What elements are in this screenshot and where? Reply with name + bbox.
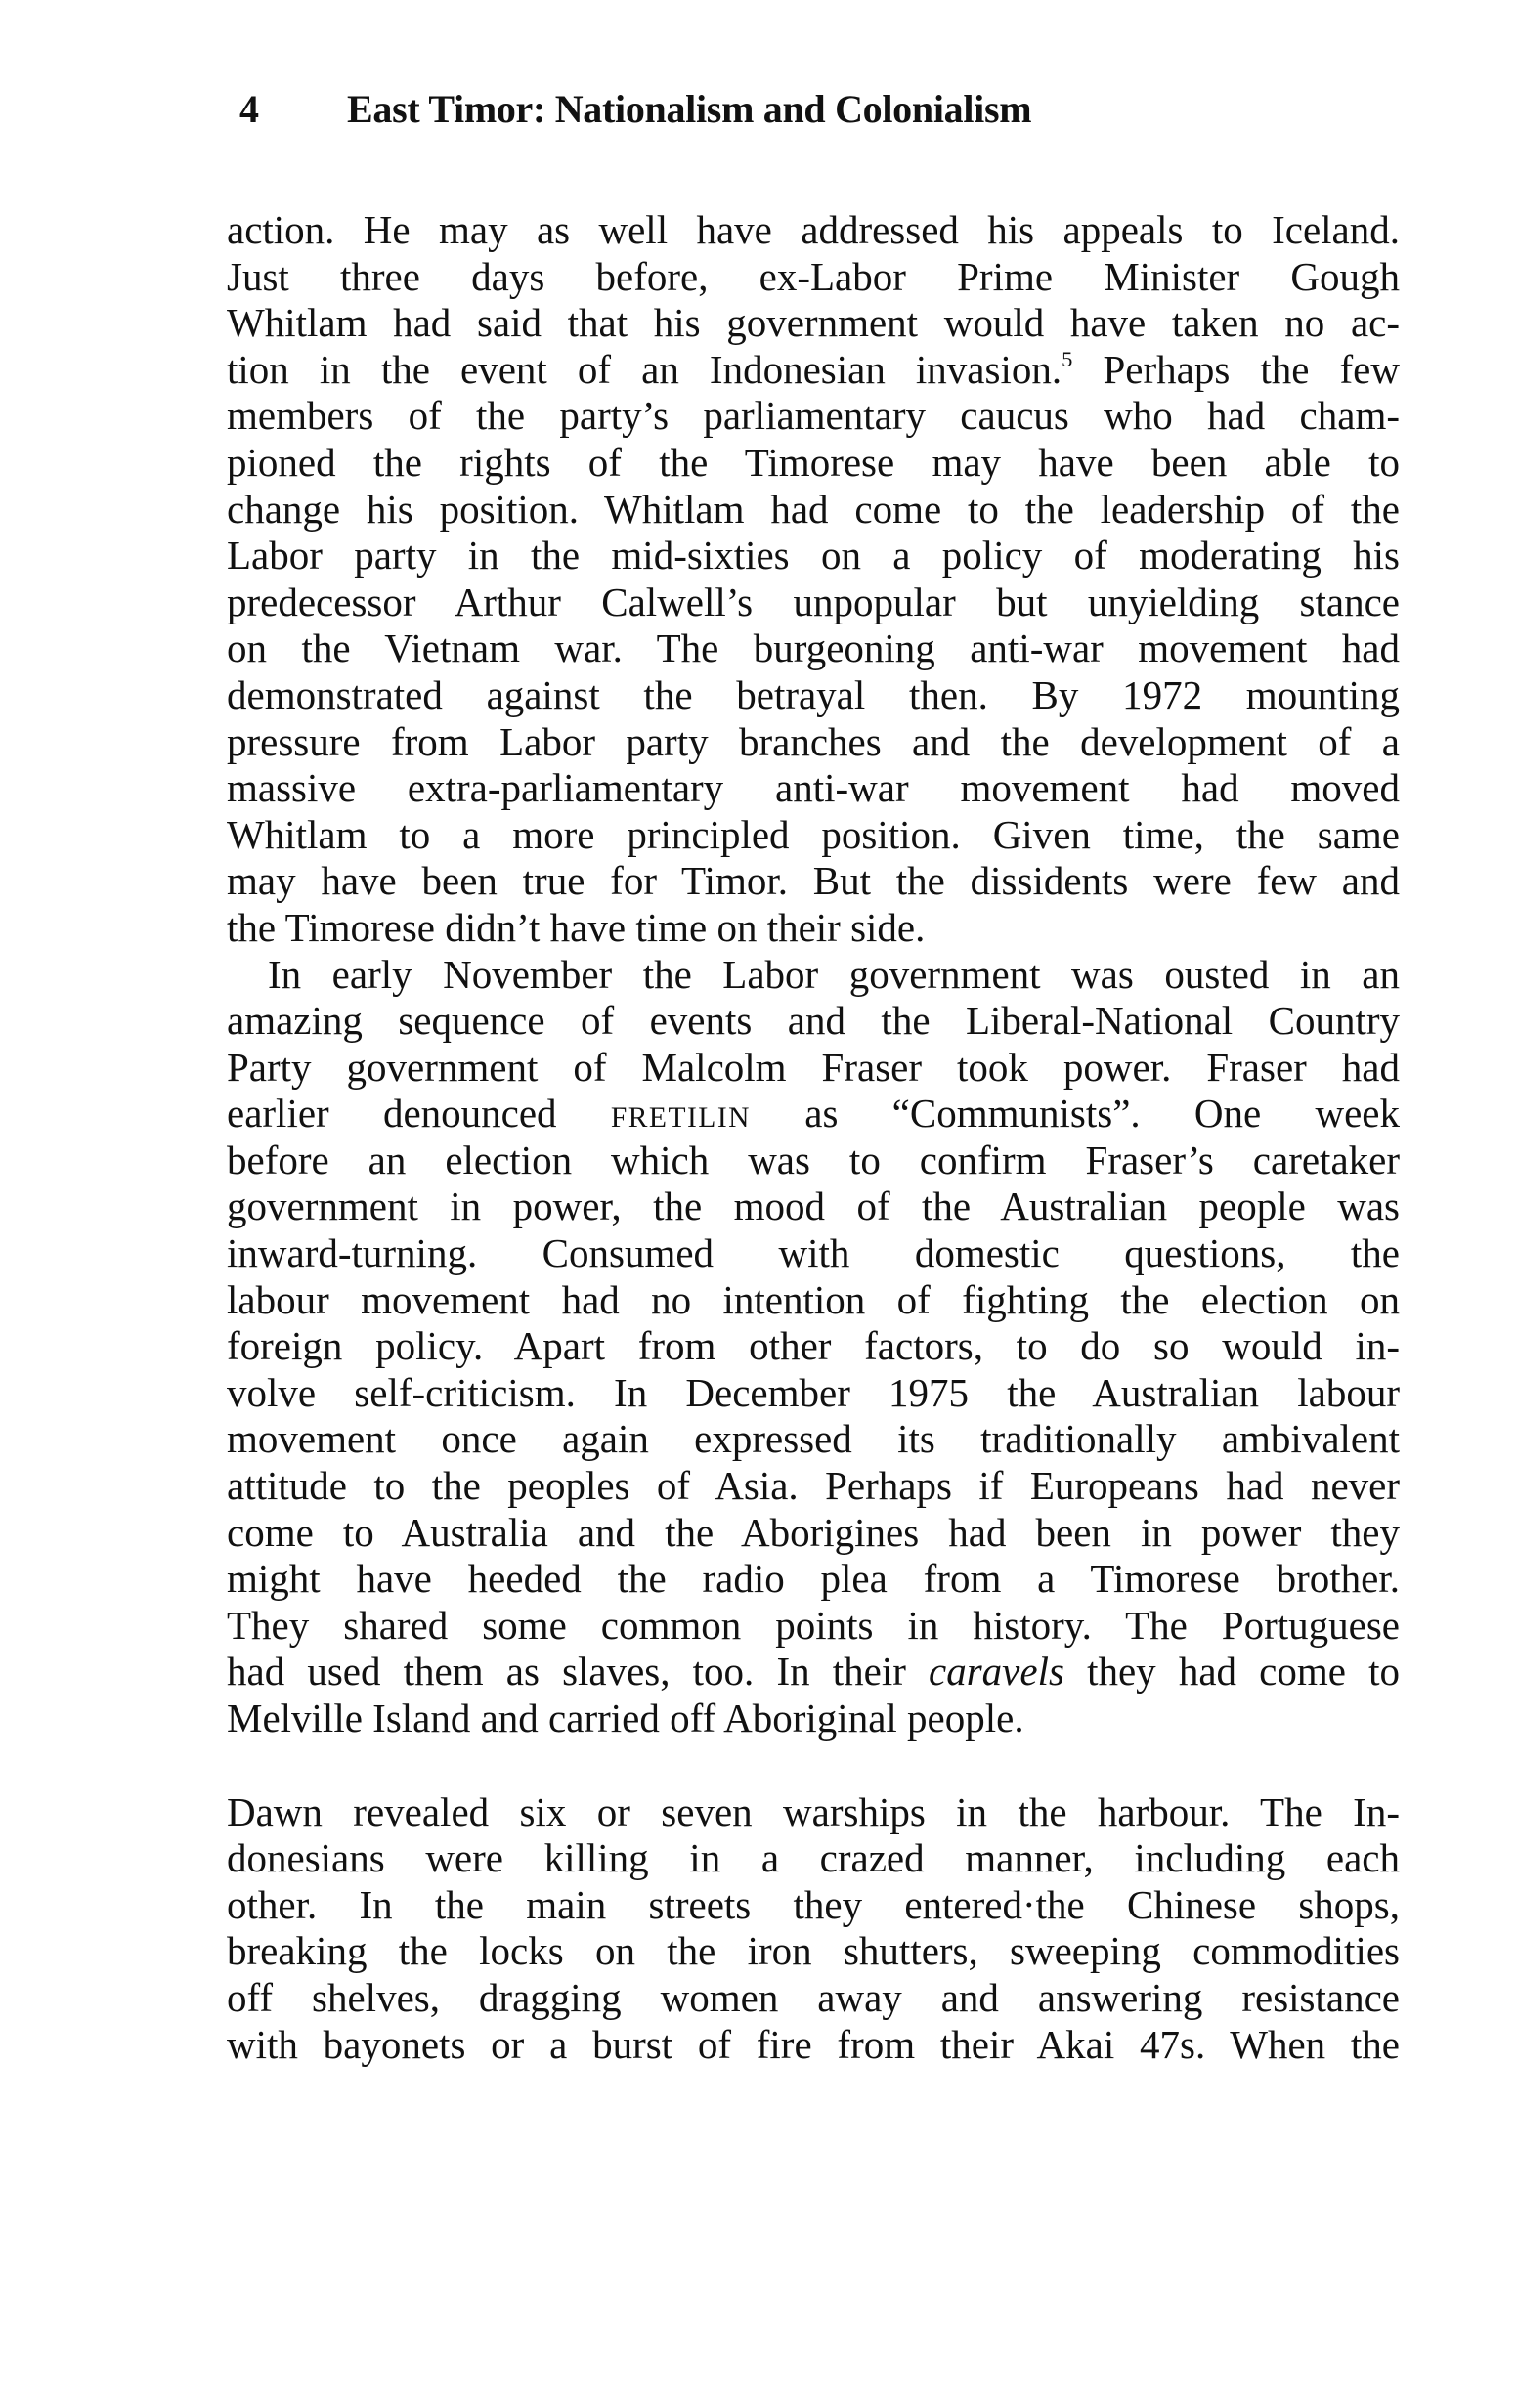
text-line [227,1649,1400,1696]
text-line: come to Australia and the Aborigines had been in power they [227,1509,1400,1555]
text-line: breaking the locks on the iron shutters, sweeping commodities [227,1928,1400,1974]
text-line: Dawn revealed six or seven warships in the harbour. The In- [227,1788,1400,1834]
text-line: might have heeded the radio plea from a Timorese brother. [227,1556,1400,1602]
text-line: action. He may as well have addressed his appeals to Iceland. [227,207,1400,252]
text-line: on the Vietnam war. The burgeoning anti-war movement had [227,625,1400,671]
section-break [227,1742,1400,1789]
text-line: off shelves, dragging women away and answering resistance [227,1974,1400,2020]
text-run: had used them as slaves, too. In their [227,1649,930,1695]
text-line: massive extra-parliamentary anti-war movement had moved [227,765,1400,811]
text-line: with bayonets or a burst of fire from their Akai 47s. When the [227,2021,1400,2067]
text-line: demonstrated against the betrayal then. By 1972 mounting [227,671,1400,717]
paragraph-1 [227,207,1400,952]
text-line: change his position. Whitlam had come to the leadership of the [227,486,1400,532]
text-line: predecessor Arthur Calwell’s unpopular but unyielding stance [227,579,1400,624]
text-line: donesians were killing in a crazed manner, including each [227,1835,1400,1881]
text-line: other. In the main streets they entered·the Chinese shops, [227,1881,1400,1927]
text-line: pressure from Labor party branches and the development of a [227,718,1400,764]
text-run: they had come to [1063,1649,1400,1695]
text-line: pioned the rights of the Timorese may have been able to [227,439,1400,485]
text-line: members of the party’s parliamentary caucus who had cham- [227,393,1400,439]
text-line: In early November the Labor government was ousted in an [268,951,1400,997]
text-line: Just three days before, ex-Labor Prime Minister Gough [227,253,1400,299]
text-line [227,347,1400,394]
text-line: Melville Island and carried off Aboriginal people. [227,1696,1024,1741]
text-run: as “Communists”. One week [750,1091,1400,1137]
text-line: before an election which was to confirm Fraser’s caretaker [227,1137,1400,1182]
running-title: East Timor: Nationalism and Colonialism [347,87,1032,131]
text-line: may have been true for Timor. But the dissidents were few and [227,858,1400,904]
running-head [239,86,1031,132]
paragraph-2 [227,952,1400,1742]
text-line: Whitlam had said that his government would have taken no ac- [227,300,1400,346]
text-line: Labor party in the mid-sixties on a policy of moderating his [227,533,1400,579]
footnote-marker: 5 [1062,346,1073,371]
text-line: foreign policy. Apart from other factors, to do so would in- [227,1323,1400,1369]
text-line: movement once again expressed its traditionally ambivalent [227,1416,1400,1462]
text-run: earlier denounced [227,1091,611,1137]
small-caps-term: FRETILIN [610,1102,751,1135]
text-line: attitude to the peoples of Asia. Perhaps if Europeans had never [227,1463,1400,1509]
text-run: tion in the event of an Indonesian invasion. [227,346,1062,392]
text-line: Party government of Malcolm Fraser took power. Fraser had [227,1044,1400,1090]
paragraph-3 [227,1789,1400,2069]
body-text [227,207,1400,2068]
text-line: government in power, the mood of the Australian people was [227,1183,1400,1229]
text-line: inward-turning. Consumed with domestic questions, the [227,1230,1400,1276]
text-line [227,1091,1400,1138]
text-line: They shared some common points in history. The Portuguese [227,1602,1400,1648]
italic-term: caravels [929,1649,1064,1695]
text-line: amazing sequence of events and the Liberal-National Country [227,998,1400,1044]
text-line: Whitlam to a more principled position. Given time, the same [227,811,1400,857]
page-number: 4 [239,87,259,131]
text-line: volve self-criticism. In December 1975 the Australian labour [227,1369,1400,1415]
text-line: the Timorese didn’t have time on their side. [227,904,926,950]
text-run: Perhaps the few [1072,346,1400,392]
text-line: labour movement had no intention of fighting the election on [227,1276,1400,1322]
